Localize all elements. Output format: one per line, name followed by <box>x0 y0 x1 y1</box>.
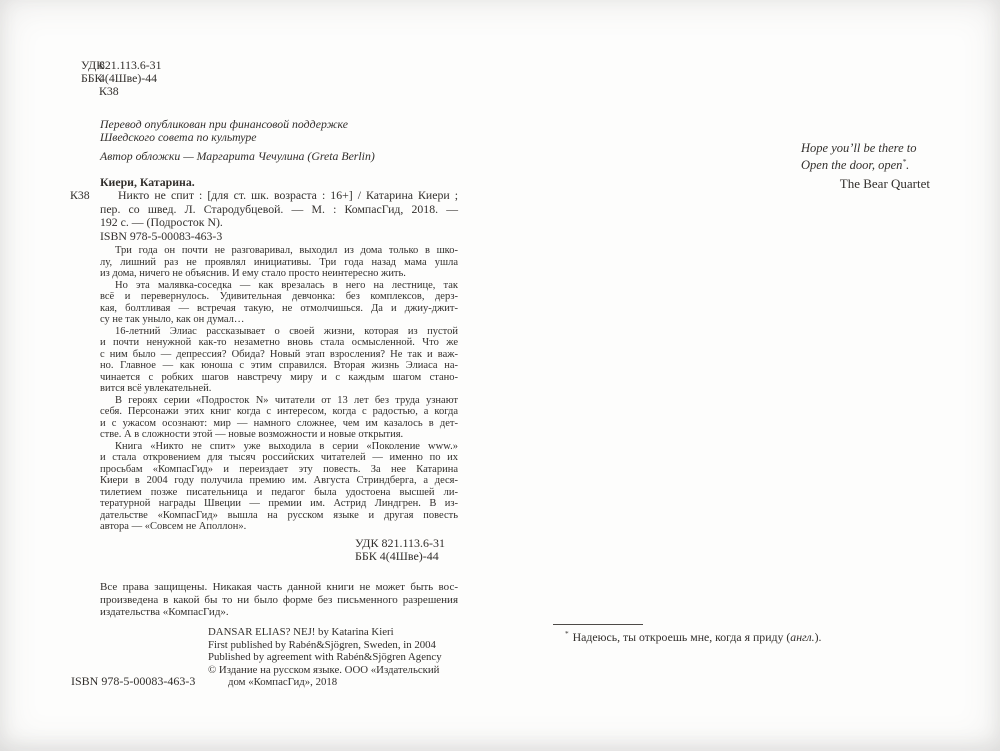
bib-author-heading: Киери, Катарина. <box>100 175 195 189</box>
text-line: произведена в какой бы то ни было форме без письменного разрешения <box>100 593 458 606</box>
paragraph <box>100 441 458 533</box>
text-line: 16-летний Элиас рассказывает о своей жизни, которая из пустой <box>115 325 458 337</box>
text-line: вится всё увлекательней. <box>100 383 212 394</box>
text-line: стве. А в сложности этой — новые возможности и новые открытия. <box>100 429 404 440</box>
classification-block <box>81 59 161 97</box>
bbk-label: ББК <box>81 70 103 85</box>
text-line: © Издание на русском языке. ООО «Издательский <box>208 663 440 676</box>
bib-author-sign: К38 <box>70 188 90 203</box>
classification-footer <box>355 537 445 563</box>
footnote-rule <box>553 624 643 625</box>
text-line: кая, болтливая — встречая такую, не отмолчишься. Да и джиу-джит- <box>100 302 458 314</box>
bbk-row <box>81 72 161 85</box>
text-line: ББК 4(4Шве)-44 <box>355 549 439 564</box>
text-line: и почти ненужной как-то незаметно вновь стала осмысленной. Что же <box>100 337 458 348</box>
text-line: и с ужасом осознают: мир — намного сложнее, чем им казалось в дет- <box>100 417 458 429</box>
udk-label: УДК <box>81 58 105 72</box>
text-line: DANSAR ELIAS? NEJ! by Katarina Kieri <box>208 626 394 638</box>
epigraph <box>801 141 930 191</box>
paragraph <box>100 245 458 280</box>
text-line: себя. Персонажи этих книг когда с интересом, когда с радостью, а когда <box>100 406 458 417</box>
bib-entry-lines <box>100 189 458 229</box>
text-line: First published by Rabén&Sjögren, Sweden, in 2004 <box>208 638 436 651</box>
isbn-footer: ISBN 978-5-00083-463-3 <box>71 674 196 688</box>
paragraph <box>100 326 458 395</box>
translation-support-note <box>100 118 348 144</box>
cover-artist-note: Автор обложки — Маргарита Чечулина (Greta Berlin) <box>100 149 375 163</box>
udk-value: 821.113.6-31 <box>99 58 162 72</box>
text-line: чинается с робких шагов навстречу миру и с каждым шагом стано- <box>100 371 458 383</box>
text-line: и стала откровением для тысяч российских читателей — именно по их <box>100 452 458 463</box>
text-line: тературной награды Швеции — премии им. Астрид Линдгрен. В из- <box>100 498 458 509</box>
text-line: Но эта малявка-соседка — как врезалась в него на лестнице, так <box>115 279 458 291</box>
text-line: дательстве «КомпасГид» вышла на русском языке и другая повесть <box>100 509 458 521</box>
text-line: Киери в 2004 году получила премию им. Августа Стриндберга, а деся- <box>100 475 458 486</box>
footnote <box>553 629 821 645</box>
footnote-marker-ref: * <box>902 157 907 167</box>
text-line: лу, лишний раз не проявлял инициативы. Три года назад мама ушла <box>100 256 458 268</box>
text-line: всё и перевернулось. Удивительная девчонка: без комплексов, дерз- <box>100 291 458 302</box>
text-line: В героях серии «Подросток N» читатели от 13 лет без труда узнают <box>115 394 458 406</box>
annotation-text <box>100 245 458 533</box>
epigraph-line-1: Hope you’ll be there to <box>801 141 917 155</box>
epigraph-line-2-text: Open the door, open <box>801 158 903 173</box>
text-line: просьбам «КомпасГид» и переиздает эту повесть. За нее Катарина <box>100 463 458 475</box>
epigraph-line-2-period: . <box>906 158 910 173</box>
text-line: Книга «Никто не спит» уже выходила в серии «Поколение www.» <box>115 440 458 452</box>
text-line: пер. со швед. Л. Стародубцевой. — М. : КомпасГид, 2018. — <box>100 201 458 216</box>
footnote-text: Надеюсь, ты откроешь мне, когда я приду ( <box>572 629 791 644</box>
author-sign-row <box>81 85 161 98</box>
rights-notice <box>100 581 458 619</box>
footnote-tail: ). <box>814 629 822 644</box>
bib-isbn: ISBN 978-5-00083-463-3 <box>100 228 223 243</box>
text-line: УДК 821.113.6-31 <box>355 536 446 550</box>
footnote-marker: * <box>565 629 569 638</box>
text-line: с ним было — депрессия? Обида? Новый этап взросления? Не так и важ- <box>100 348 458 360</box>
text-line: Перевод опубликован при финансовой поддержке <box>100 117 349 131</box>
bbk-value: 4(4Шве)-44 <box>99 70 158 85</box>
epigraph-attribution: The Bear Quartet <box>839 175 930 191</box>
text-line: Все права защищены. Никакая часть данной книги не может быть вос- <box>100 581 458 593</box>
text-line: из дома, ничего не объяснив. И ему стало просто неинтересно жить. <box>100 268 406 279</box>
text-line: тилетием позже писательница и педагог была удостоена высшей ли- <box>100 486 458 498</box>
text-line: Три года он почти не разговаривал, выходил из дома только в шко- <box>115 245 458 256</box>
text-line: издательства «КомпасГид». <box>100 606 229 619</box>
original-edition-block <box>208 626 442 689</box>
text-line: автора — «Совсем не Аполлон». <box>100 521 247 532</box>
footnote-language-note: англ. <box>790 629 815 644</box>
paragraph <box>100 395 458 441</box>
bibliographic-entry <box>70 176 458 243</box>
text-line: 192 с. — (Подросток N). <box>100 215 223 230</box>
epigraph-line-2 <box>801 155 930 172</box>
text-line: но. Главное — как юноша с этим справился. Вторая жизнь Элиаса на- <box>100 360 458 371</box>
text-line: су не так уныло, как он думал… <box>100 314 245 325</box>
text-line: Никто не спит : [для ст. шк. возраста : 16+] / Катарина Киери ; <box>118 188 458 203</box>
text-line: дом «КомпасГид», 2018 <box>228 676 338 688</box>
text-line: Published by agreement with Rabén&Sjögren Agency <box>208 651 442 663</box>
paragraph <box>100 280 458 326</box>
author-sign-value: К38 <box>99 83 119 98</box>
text-line: Шведского совета по культуре <box>100 129 257 144</box>
